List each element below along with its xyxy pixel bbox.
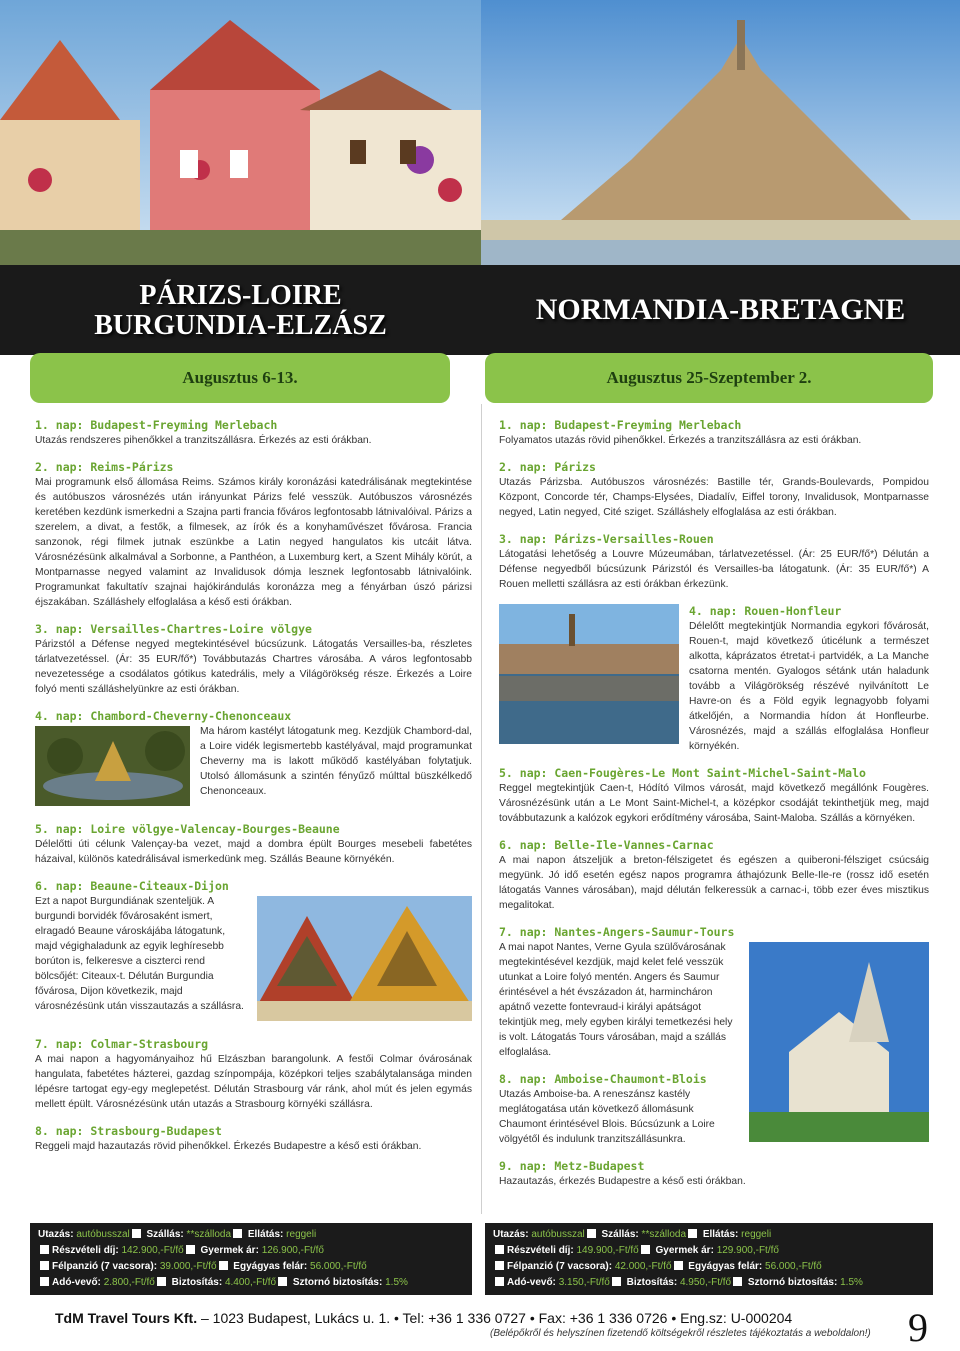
page-number: 9: [908, 1305, 928, 1350]
day-title: 7. nap: Colmar-Strasbourg: [35, 1037, 209, 1051]
day-title: 9. nap: Metz-Budapest: [499, 1159, 645, 1173]
right-date-box: [485, 353, 933, 403]
value: **szálloda: [641, 1229, 687, 1240]
day-title: 4. nap: Rouen-Honfleur: [689, 604, 842, 618]
footer-contact-line: [55, 1310, 792, 1326]
value: 142.900,-Ft/fő: [121, 1245, 184, 1256]
day-title: 8. nap: Strasbourg-Budapest: [35, 1124, 222, 1138]
footer-note: (Belépőkről és helyszínen fizetendő költségekről részletes tájékoztatás a weboldalon!): [490, 1328, 871, 1339]
value: reggeli: [286, 1229, 317, 1240]
day-title: 6. nap: Belle-Ile-Vannes-Carnac: [499, 838, 714, 852]
day-title: 6. nap: Beaune-Citeaux-Dijon: [35, 879, 229, 893]
value: 149.900,-Ft/fő: [576, 1245, 639, 1256]
info-row-4: [493, 1275, 925, 1291]
day-text: Ma három kastélyt látogatunk meg. Kezdjük Chambord-dal, a Loire vidék legismertebb kastélyával, majd programunkat Cheverny ma is lakott működő kastélyában folytatjuk. Utolsó állomásunk a szintén fényűző múlttal büszkélkedő Chenonceaux.: [200, 726, 472, 797]
day-text: Hazautazás, érkezés Budapestre a késő esti órákban.: [499, 1176, 746, 1187]
value: 39.000,-Ft/fő: [159, 1261, 217, 1272]
label: Ellátás:: [247, 1229, 284, 1240]
left-info-box: [30, 1223, 472, 1295]
day-text: Délelőtt megtekintjük Normandia egykori fővárosát, Rouen-t, majd következő úticélunk a természet alkotta, káprázatos étretat-i partvidék, a La Manche csatorna mentén. Gyalogos sétánk után haladunk tovább a Világörökség részévé nyilvánított Le Havre-on és a Föld egyik legnagyobb folyami átkelőjén, a Normandia hídon át Honfleurbe. Városnézés, majd a szállás elfoglalása Honfleur környékén.: [689, 621, 929, 752]
right-day-2: [499, 460, 929, 520]
value: 42.000,-Ft/fő: [614, 1261, 672, 1272]
value: autóbusszal: [531, 1229, 585, 1240]
info-row-3: [493, 1259, 925, 1275]
left-title-line1: PÁRIZS-LOIRE: [139, 280, 342, 311]
day-text: Reggel megtekintjük Caen-t, Hódító Vilmos városát, majd következő megállónk Fougères. Városnézésünk után a Le Mont Saint-Michel-t, a középkor csodáját tekinthetjük meg, majd továbbutazunk a kalózok egykori erődítmény városába, Saint-Maloba. Szállás a környéken.: [499, 783, 929, 824]
day-text: Mai programunk első állomása Reims. Számos király koronázási katedrálisának megtekintése és autóbuszos városnézés után irányunkat Párizs felé vesszük. Autóbuszos városnézés keretében kezdünk ismerkedni a Szajna parti francia főváros legfontosabb látnivalóival. Párizs a szerelem, a divat, a festők, a filmesek, az írók és a konyhaművészet fővárosa. Francia sanzonok, régi filmek jutnak eszünkbe a Latin negyed hangulatos kis utcáit látva. Városnézésünk alkalmával a Sorbonne, a Panthéon, a Luxemburg kert, a Szent Mihály körút, a Montparnasse negyed valamint az Invalidusok dómja lesznek legfontosabb látnivalóink. Programunkat fakultatív szajnai hajókirándulás koronázza meg a fényárban úszó párizsi éjszakában. Szálláshely elfoglalása a késő esti órákban.: [35, 477, 472, 608]
label: Utazás:: [38, 1229, 74, 1240]
value: 2.800,-Ft/fő: [103, 1277, 155, 1288]
left-day-4: [35, 709, 472, 810]
left-day-7: [35, 1037, 472, 1112]
day-title: 2. nap: Reims-Párizs: [35, 460, 174, 474]
left-date-box: [30, 353, 450, 403]
photo-mont-saint-michel: [481, 0, 960, 265]
label: Gyermek ár:: [200, 1245, 259, 1256]
right-date: Augusztus 25-Szeptember 2.: [606, 368, 812, 387]
left-title-line2: BURGUNDIA-ELZÁSZ: [94, 310, 387, 341]
company-contact: – 1023 Budapest, Lukács u. 1. • Tel: +36 1 336 0727 • Fax: +36 1 336 0726 • Eng.sz: U-000204: [197, 1310, 793, 1326]
photo-fontevraud-abbey: [749, 942, 929, 1142]
right-title-band: [481, 265, 960, 355]
value: 129.900,-Ft/fő: [716, 1245, 779, 1256]
label: Szállás:: [601, 1229, 639, 1240]
day-text: Utazás Amboise-ba. A reneszánsz kastély meglátogatása után következő állomásunk Chaumont érintésével Blois. Búcsúzunk a Loire völgyétől és indulunk tranzitszállásunkra.: [499, 1089, 715, 1145]
day-title: 5. nap: Caen-Fougères-Le Mont Saint-Michel-Saint-Malo: [499, 766, 866, 780]
label: Adó-vevő:: [52, 1277, 101, 1288]
day-text: A mai napon a hagyományaihoz hű Elzászban barangolunk. A festői Colmar óvárosának hangulata, fabetétes házterei, gazdag színpompája, középkori teljes szabálytalansága minden lépésre tartogat egy-egy meglepetést. Délután Strasbourg vár ránk, ahol mút és jelen egymás mellett épült. Városnézésünk után utazás a Strasbourg környéki szállásra.: [35, 1054, 472, 1110]
info-row-1: [38, 1227, 464, 1243]
day-text: A mai napon átszeljük a breton-félszigetet és egészen a quiberoni-félsziget csúcsáig megyünk. Jó idő esetén egész napos programra áthajózunk Belle-Ile-re (rossz idő esetén látogatás Vannes városában), majd délután felkeressük a carnac-i, több ezer éves misztikus megalitokat.: [499, 855, 929, 911]
label: Biztosítás:: [171, 1277, 223, 1288]
day-title: 3. nap: Párizs-Versailles-Rouen: [499, 532, 714, 546]
info-row-2: [493, 1243, 925, 1259]
value: 56.000,-Ft/fő: [765, 1261, 822, 1272]
left-day-3: [35, 622, 472, 697]
label: Gyermek ár:: [655, 1245, 714, 1256]
left-day-1: [35, 418, 472, 448]
right-day-7: [499, 925, 929, 1060]
left-day-5: [35, 822, 472, 867]
day-title: 1. nap: Budapest-Freyming Merlebach: [35, 418, 278, 432]
info-row-3: [38, 1259, 464, 1275]
day-title: 3. nap: Versailles-Chartres-Loire völgye: [35, 622, 312, 636]
value: **szálloda: [186, 1229, 232, 1240]
left-day-2: [35, 460, 472, 610]
day-title: 2. nap: Párizs: [499, 460, 596, 474]
left-day-6: [35, 879, 472, 1025]
label: Biztosítás:: [626, 1277, 678, 1288]
left-title-band: [0, 265, 481, 355]
label: Ellátás:: [702, 1229, 739, 1240]
value: 4.400,-Ft/fő: [224, 1277, 277, 1288]
column-divider: [481, 404, 482, 1214]
right-info-box: [485, 1223, 933, 1295]
value: autóbusszal: [76, 1229, 130, 1240]
photo-chambord-fountain: [35, 726, 190, 806]
label: Félpanzió (7 vacsora):: [52, 1261, 158, 1272]
day-title: 5. nap: Loire völgye-Valencay-Bourges-Beaune: [35, 822, 340, 836]
left-day-8: [35, 1124, 472, 1154]
value: 4.950,-Ft/fő: [679, 1277, 732, 1288]
label: Utazás:: [493, 1229, 529, 1240]
day-text: Látogatási lehetőség a Louvre Múzeumában, tárlatvezetéssel. (Ár: 25 EUR/fő*) Délután a Défense negyedből búcsúzunk Párizstól és Versailles-ba látogatunk. (Ár: 35 EUR/fő*) A Rouen melletti szállásra az esti órákban érkezünk.: [499, 549, 929, 590]
label: Részvételi díj:: [507, 1245, 574, 1256]
day-title: 8. nap: Amboise-Chaumont-Blois: [499, 1072, 707, 1086]
right-day-1: [499, 418, 929, 448]
day-text: Utazás Párizsba. Autóbuszos városnézés: Bastille tér, Grands-Boulevards, Pompidou Központ, Concorde tér, Champs-Elysées, Diadalív, Eiffel torony, Invalidusok, Montparnasse negyed, Latin negyed, Cité sziget. Szálláshely elfoglalása az esti órákban.: [499, 477, 929, 518]
right-itinerary: [499, 418, 929, 1201]
photo-alsace-village: [0, 0, 481, 265]
right-day-3: [499, 532, 929, 592]
day-text: Folyamatos utazás rövid pihenőkkel. Érkezés a tranzitszállásra az esti órákban.: [499, 435, 862, 446]
value: 56.000,-Ft/fő: [310, 1261, 367, 1272]
label: Sztornó biztosítás:: [747, 1277, 838, 1288]
value: 1.5%: [840, 1277, 863, 1288]
value: reggeli: [741, 1229, 772, 1240]
label: Adó-vevő:: [507, 1277, 556, 1288]
right-day-5: [499, 766, 929, 826]
day-text: A mai napot Nantes, Verne Gyula szülővárosának megtekintésével kezdjük, majd kelet felé vesszük utunkat a Loire folyó mentén. Angers és Saumur érintésével a hét évszázadon át, harmincháron apátnő vezette fontevraud-i királyi apátságot tekintjük meg, mely egyben királyi temetkezési hely is volt. Látogatás Tours városában, majd a szállás elfoglalása.: [499, 942, 733, 1058]
info-row-2: [38, 1243, 464, 1259]
info-row-1: [493, 1227, 925, 1243]
day-title: 4. nap: Chambord-Cheverny-Chenonceaux: [35, 709, 292, 723]
right-title: NORMANDIA-BRETAGNE: [535, 293, 906, 326]
right-day-4: [499, 604, 929, 754]
right-day-9: [499, 1159, 929, 1189]
day-text: Ezt a napot Burgundiának szenteljük. A burgundi borvidék fővárosaként ismert, elragadó Beaune városkájába látogatunk, majd végighaladunk az egyik leghíresebb borúton is, felkeresve a ciszterci rend bölcsőjét: Citeaux-t. Délután Burgundia fővárosa, Dijon következik, majd városnézésünk után visszautazás a szállásra.: [35, 896, 244, 1012]
label: Egyágyas felár:: [233, 1261, 308, 1272]
label: Egyágyas felár:: [688, 1261, 763, 1272]
value: 1.5%: [385, 1277, 408, 1288]
day-text: Délelőtti úti célunk Valençay-ba vezet, majd a dombra épült Bourges mesebeli fabetétes házaival, különös katedrálisával ismerkedünk meg. Szállás Beaune környékén.: [35, 839, 472, 865]
company-name: TdM Travel Tours Kft.: [55, 1310, 198, 1326]
info-row-4: [38, 1275, 464, 1291]
day-title: 1. nap: Budapest-Freyming Merlebach: [499, 418, 742, 432]
value: 126.900,-Ft/fő: [261, 1245, 324, 1256]
day-text: Reggeli majd hazautazás rövid pihenőkkel. Érkezés Budapestre a késő esti órákban.: [35, 1141, 422, 1152]
day-title: 7. nap: Nantes-Angers-Saumur-Tours: [499, 925, 735, 939]
right-day-6: [499, 838, 929, 913]
value: 3.150,-Ft/fő: [558, 1277, 610, 1288]
label: Sztornó biztosítás:: [292, 1277, 383, 1288]
photo-honfleur-harbor: [499, 604, 679, 744]
photo-beaune-roof: [257, 896, 472, 1021]
left-itinerary: [35, 418, 472, 1166]
label: Részvételi díj:: [52, 1245, 119, 1256]
label: Félpanzió (7 vacsora):: [507, 1261, 613, 1272]
day-text: Párizstól a Défense negyed megtekintésével búcsúzunk. Látogatás Versailles-ba, részletes tárlatvezetéssel. (Ár: 35 EUR/fő*) Továbbutazás Chartres városába. A város legfontosabb nevezetessége a csodálatos gótikus katedrális, mely a Világörökség része. Érkezés a Loire folyó menti szálláshelyünkre az esti órákban.: [35, 639, 472, 695]
label: Szállás:: [146, 1229, 184, 1240]
left-date: Augusztus 6-13.: [182, 368, 298, 387]
day-text: Utazás rendszeres pihenőkkel a tranzitszállásra. Érkezés az esti órákban.: [35, 435, 372, 446]
